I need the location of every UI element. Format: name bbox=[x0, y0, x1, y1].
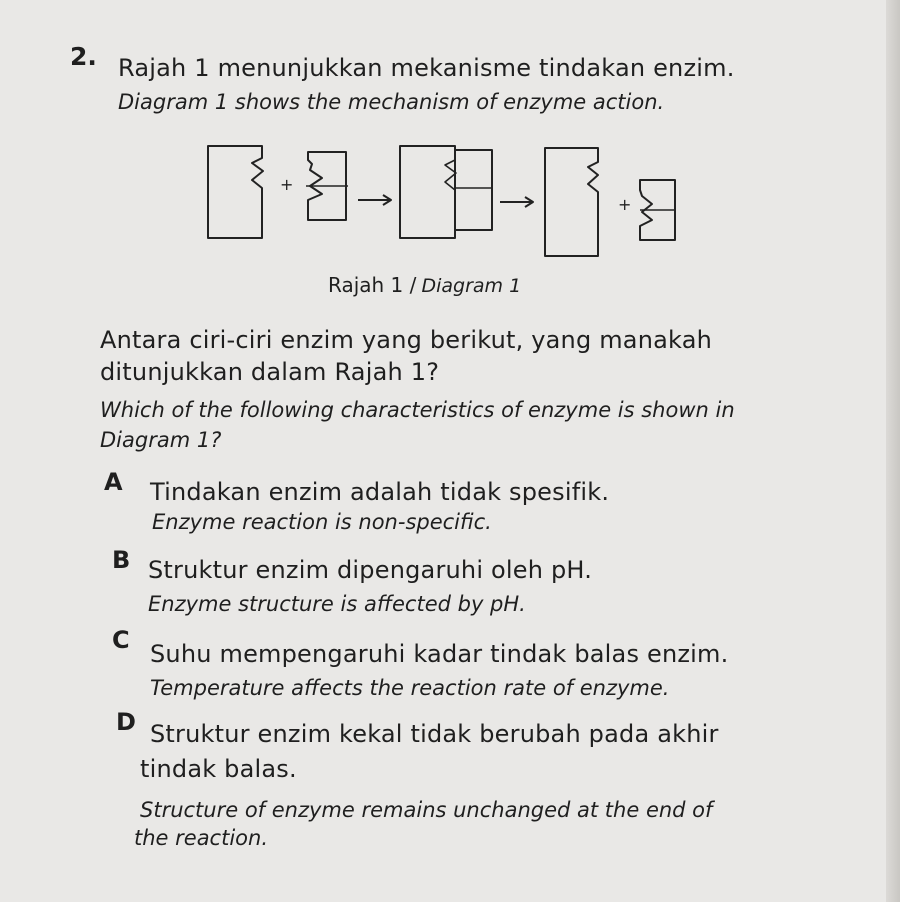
plus-sign: + bbox=[280, 175, 294, 194]
question-number: 2. bbox=[70, 42, 97, 71]
caption-malay: Rajah 1 / bbox=[328, 273, 417, 297]
enzyme-shape-icon bbox=[545, 148, 598, 256]
enzyme-substrate-complex-icon bbox=[400, 146, 455, 238]
prompt-malay-line2: ditunjukkan dalam Rajah 1? bbox=[100, 358, 440, 386]
option-c-letter[interactable]: C bbox=[112, 626, 130, 654]
diagram-caption bbox=[328, 273, 521, 297]
option-c-malay[interactable]: Suhu mempengaruhi kadar tindak balas enzim. bbox=[150, 640, 729, 668]
option-a-english[interactable]: Enzyme reaction is non-specific. bbox=[152, 510, 492, 534]
enzyme-shape-icon bbox=[208, 146, 263, 238]
option-c-english[interactable]: Temperature affects the reaction rate of enzyme. bbox=[150, 676, 670, 700]
caption-english: Diagram 1 bbox=[421, 275, 522, 297]
option-d-letter[interactable]: D bbox=[116, 708, 136, 736]
plus-sign: + bbox=[618, 195, 632, 214]
option-d-malay-line2[interactable]: tindak balas. bbox=[140, 755, 297, 783]
question-stem-malay: Rajah 1 menunjukkan mekanisme tindakan enzim. bbox=[118, 54, 735, 82]
option-b-english[interactable]: Enzyme structure is affected by pH. bbox=[148, 592, 526, 616]
option-a-malay[interactable]: Tindakan enzim adalah tidak spesifik. bbox=[150, 478, 610, 506]
option-d-malay-line1[interactable]: Struktur enzim kekal tidak berubah pada akhir bbox=[150, 720, 719, 748]
option-b-malay[interactable]: Struktur enzim dipengaruhi oleh pH. bbox=[148, 556, 593, 584]
prompt-english-line2: Diagram 1? bbox=[100, 428, 222, 452]
arrow-right-icon bbox=[500, 197, 533, 207]
option-d-english-line2[interactable]: the reaction. bbox=[134, 826, 269, 850]
arrow-right-icon bbox=[358, 195, 391, 205]
page-edge bbox=[886, 0, 900, 902]
option-a-letter[interactable]: A bbox=[104, 468, 123, 496]
option-b-letter[interactable]: B bbox=[112, 546, 131, 574]
enzyme-mechanism-diagram bbox=[200, 138, 700, 263]
question-stem-english: Diagram 1 shows the mechanism of enzyme action. bbox=[118, 90, 665, 114]
prompt-english-line1: Which of the following characteristics of enzyme is shown in bbox=[100, 398, 735, 422]
prompt-malay-line1: Antara ciri-ciri enzim yang berikut, yang manakah bbox=[100, 326, 713, 354]
option-d-english-line1[interactable]: Structure of enzyme remains unchanged at the end of bbox=[140, 798, 713, 822]
